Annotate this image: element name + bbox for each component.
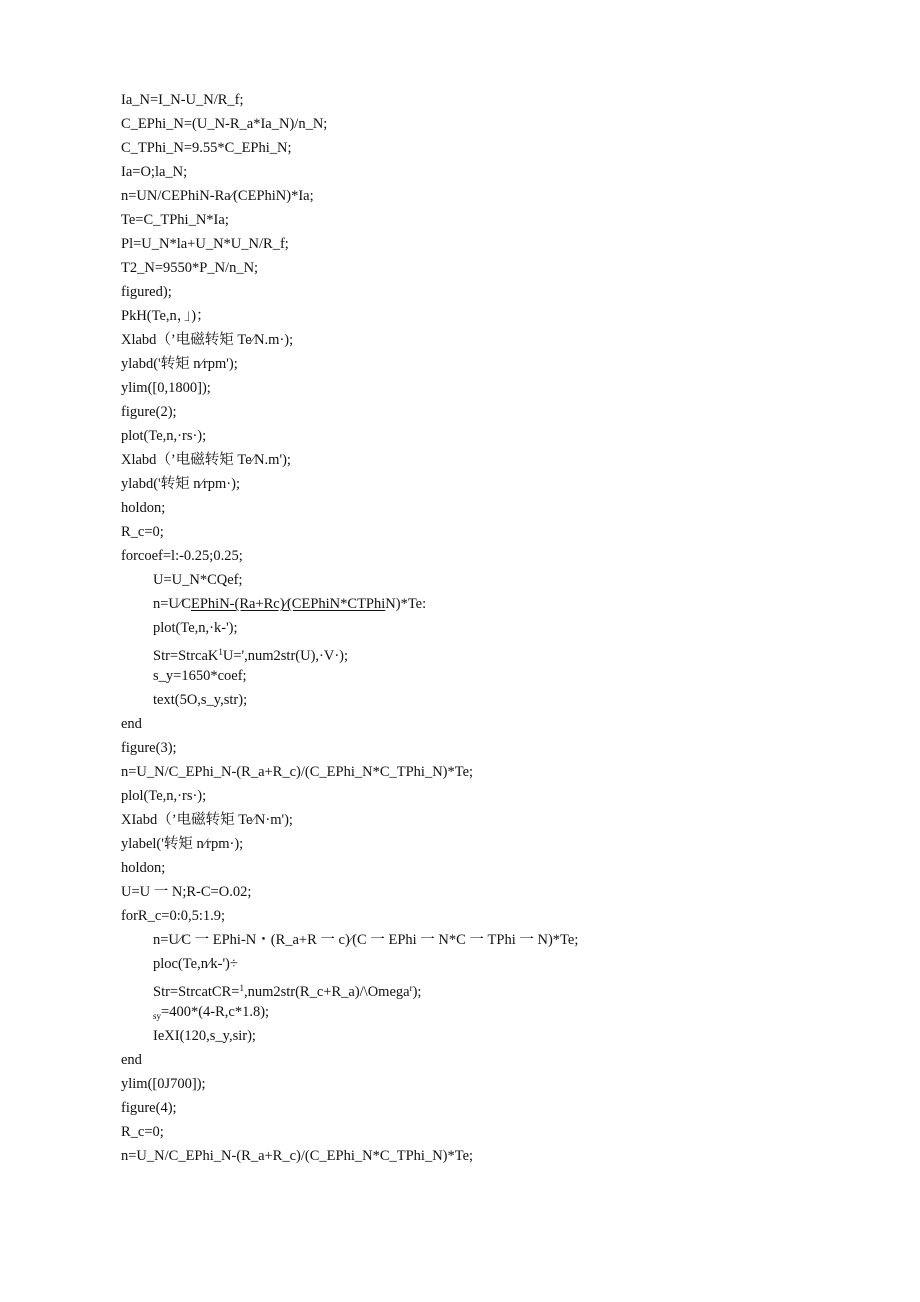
code-line-with-superscript: [121, 976, 881, 1000]
code-line: plot(Te,n,·rs·);: [121, 428, 207, 444]
code-line: end: [121, 1052, 142, 1068]
subscript-fragment: sy: [153, 1011, 162, 1021]
code-line: plot(Te,n,·k-');: [153, 620, 238, 636]
code-line: C_TPhi_N=9.55*C_EPhi_N;: [121, 140, 292, 156]
code-line: U=U_N*CQef;: [153, 572, 243, 588]
code-line: n=UN/CEPhiN-Ra∕(CEPhiN)*Ia;: [121, 188, 314, 204]
code-listing: [121, 88, 881, 1168]
superscript-fragment: 1: [218, 647, 223, 657]
code-line-with-subscript: [121, 1000, 881, 1024]
code-line: figure(3);: [121, 740, 177, 756]
code-line: plol(Te,n,·rs·);: [121, 788, 207, 804]
code-fragment: N)*Te:: [385, 596, 427, 612]
code-line: figure(4);: [121, 1100, 177, 1116]
code-fragment: ,num2str(R_c+R_a)/\Omega: [243, 984, 410, 1000]
code-line: Xlabd（’电磁转矩 Te∕N.m·);: [121, 332, 294, 348]
superscript-fragment: r: [409, 983, 413, 993]
code-fragment: n=U∕C: [153, 596, 191, 612]
code-line: XIabd（’电磁转矩 Te∕N·m');: [121, 812, 293, 828]
code-line: T2_N=9550*P_N/n_N;: [121, 260, 259, 276]
code-line: Ia=O;la_N;: [121, 164, 188, 180]
code-line: holdon;: [121, 500, 166, 516]
code-line: forR_c=0:0,5:1.9;: [121, 908, 226, 924]
code-line: ylabd('转矩 n∕rpm');: [121, 356, 238, 372]
code-line: ylabd('转矩 n∕rpm·);: [121, 476, 240, 492]
code-line: ylabel('转矩 n∕rpm·);: [121, 836, 244, 852]
code-line: Te=C_TPhi_N*Ia;: [121, 212, 229, 228]
code-line: n=U∕C 一 EPhi-N・(R_a+R 一 c)∕(C 一 EPhi 一 N*C 一 TPhi 一 N)*Te;: [153, 932, 579, 948]
code-line: figured);: [121, 284, 172, 300]
code-line: n=U_N/C_EPhi_N-(R_a+R_c)/(C_EPhi_N*C_TPhi_N)*Te;: [121, 764, 474, 780]
code-line: U=U 一 N;R-C=O.02;: [121, 884, 252, 900]
code-line: ylim([0J700]);: [121, 1076, 206, 1092]
code-line: ploc(Te,n∕k-')÷: [153, 956, 238, 972]
code-line: PkH(Te,n，」)；: [121, 308, 211, 324]
code-line: IeXI(120,s_y,sir);: [153, 1028, 256, 1044]
code-line: R_c=0;: [121, 1124, 164, 1140]
code-line: C_EPhi_N=(U_N-R_a*Ia_N)/n_N;: [121, 116, 328, 132]
code-line: Ia_N=I_N-U_N/R_f;: [121, 92, 244, 108]
code-line: holdon;: [121, 860, 166, 876]
code-line: end: [121, 716, 142, 732]
code-fragment: =400*(4-R,c*1.8);: [161, 1004, 270, 1020]
code-line: text(5O,s_y,str);: [153, 692, 248, 708]
code-line: forcoef=l:-0.25;0.25;: [121, 548, 243, 564]
code-line: R_c=0;: [121, 524, 164, 540]
code-fragment: Str=StrcaK: [153, 648, 219, 664]
superscript-fragment: 1: [239, 983, 244, 993]
underlined-fragment: EPhiN-(Ra+Rc)∕(CEPhiN*CTPhi: [191, 596, 386, 612]
code-line: Pl=U_N*la+U_N*U_N/R_f;: [121, 236, 289, 252]
code-line: Xlabd（’电磁转矩 Te∕N.m');: [121, 452, 291, 468]
code-line: n=U_N/C_EPhi_N-(R_a+R_c)/(C_EPhi_N*C_TPhi_N)*Te;: [121, 1148, 474, 1164]
code-line-with-superscript: [121, 640, 881, 664]
code-fragment: Str=StrcatCR=: [153, 984, 240, 1000]
code-line: ylim([0,1800]);: [121, 380, 211, 396]
code-fragment: U=',num2str(U),·V·);: [222, 648, 349, 664]
code-line: figure(2);: [121, 404, 177, 420]
code-fragment: );: [412, 984, 422, 1000]
code-line: s_y=1650*coef;: [153, 668, 247, 684]
code-line-underlined: [121, 592, 881, 616]
